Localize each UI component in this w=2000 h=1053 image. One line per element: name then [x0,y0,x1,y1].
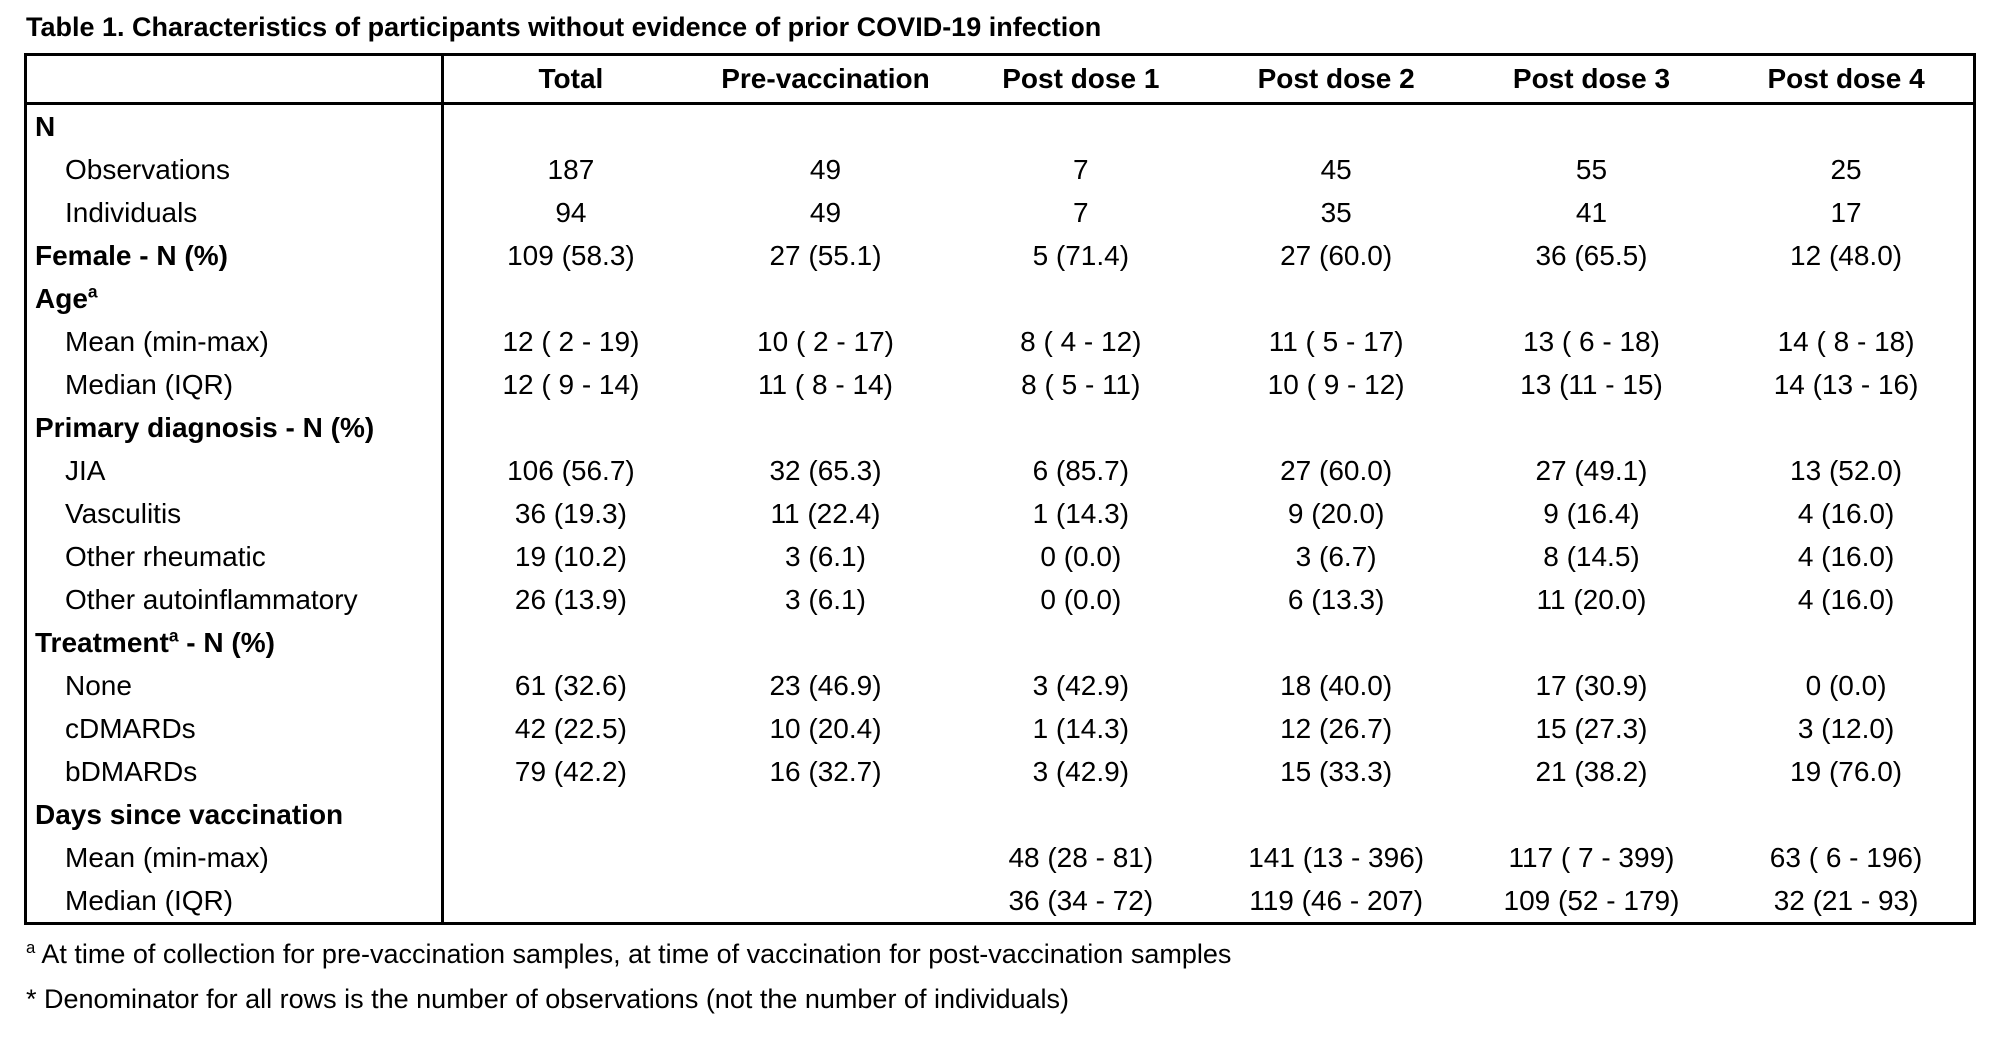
cell-value: 23 (46.9) [769,669,882,701]
cell-value: 12 ( 2 - 19) [502,325,640,357]
cell-value: 36 (34 - 72) [1008,884,1154,916]
cell-value: 4 (16.0) [1797,583,1895,615]
cell-value [1464,621,1719,664]
row-label [26,879,443,924]
cell-value [1208,277,1463,320]
row-label-text: Other rheumatic [65,540,266,572]
cell-value: 48 (28 - 81) [1008,841,1154,873]
cell-value [953,406,1208,449]
row-label [26,406,443,449]
row-label [26,148,443,191]
cell-value: 61 (32.6) [514,669,627,701]
cell-value: 6 (85.7) [1032,454,1130,486]
cell-value [1208,104,1463,149]
cell-value: 15 (33.3) [1280,755,1393,787]
table-row [26,191,1975,234]
table-row [26,406,1975,449]
footnote-a-marker: a [26,938,36,957]
cell-value: 11 (20.0) [1536,583,1647,615]
footnote-asterisk-marker: * [26,984,37,1014]
footnote-a [26,939,1976,970]
cell-value [1464,104,1719,149]
cell-value [443,406,698,449]
cell-value [1719,621,1974,664]
footnotes [26,939,1976,1015]
cell-value: 42 (22.5) [514,712,627,744]
cell-value: 3 (42.9) [1032,669,1130,701]
row-label [26,234,443,277]
cell-value: 1 (14.3) [1032,497,1130,529]
table-row [26,707,1975,750]
cell-value: 19 (10.2) [514,540,627,572]
row-label [26,621,443,664]
cell-value [698,277,953,320]
cell-value [1719,793,1974,836]
table-row [26,492,1975,535]
table-row [26,793,1975,836]
footnote-asterisk [26,984,1976,1015]
row-label [26,449,443,492]
cell-value: 13 (52.0) [1790,454,1903,486]
cell-value: 27 (55.1) [769,239,882,271]
cell-value [1208,621,1463,664]
table-row [26,836,1975,879]
cell-value: 8 ( 4 - 12) [1020,325,1142,357]
table-title: Table 1. Characteristics of participants without evidence of prior COVID-19 infection [26,12,1102,42]
cell-value [443,104,698,149]
characteristics-table [24,53,1976,925]
cell-value: 3 (42.9) [1032,755,1130,787]
cell-value: 41 [1575,196,1608,228]
cell-value: 79 (42.2) [514,755,627,787]
cell-value: 32 (65.3) [769,454,882,486]
table-row [26,320,1975,363]
cell-value: 8 (14.5) [1543,540,1640,572]
cell-value: 10 (20.4) [769,712,882,744]
cell-value: 17 (30.9) [1535,669,1648,701]
cell-value: 16 (32.7) [769,755,882,787]
cell-value: 94 [555,196,587,228]
column-header-total: Total [443,55,698,104]
row-label-text: Vasculitis [65,497,182,529]
cell-value [443,879,698,924]
row-label-superscript: a [87,281,98,302]
table-row [26,578,1975,621]
table-row [26,277,1975,320]
cell-value [698,836,953,879]
cell-value: 117 ( 7 - 399) [1508,841,1675,873]
row-label [26,363,443,406]
cell-value: 36 (19.3) [514,497,627,529]
cell-value [698,621,953,664]
cell-value: 12 ( 9 - 14) [502,368,640,400]
cell-value [698,793,953,836]
cell-value: 19 (76.0) [1790,755,1903,787]
cell-value: 32 (21 - 93) [1773,884,1919,916]
table-row [26,664,1975,707]
cell-value: 26 (13.9) [514,583,627,615]
cell-value: 63 ( 6 - 196) [1769,841,1923,873]
cell-value: 36 (65.5) [1535,239,1648,271]
table-row [26,363,1975,406]
row-label [26,320,443,363]
row-label-text: Mean (min-max) [65,841,269,873]
table-row [26,535,1975,578]
row-label-text: JIA [65,454,106,486]
cell-value: 3 (6.7) [1295,540,1377,572]
cell-value: 3 (6.1) [785,583,866,615]
cell-value: 119 (46 - 207) [1249,884,1424,916]
cell-value: 14 ( 8 - 18) [1777,325,1915,357]
column-header-post-dose-4: Post dose 4 [1719,55,1974,104]
cell-value: 35 [1320,196,1352,228]
header-row [26,55,1975,104]
table-row [26,449,1975,492]
cell-value: 5 (71.4) [1032,239,1130,271]
cell-value: 0 (0.0) [1040,540,1122,572]
column-header-post-dose-3: Post dose 3 [1464,55,1719,104]
row-label-text: Other autoinflammatory [65,583,358,615]
cell-value: 49 [809,196,842,228]
table-row [26,148,1975,191]
cell-value [443,277,698,320]
cell-value [1464,793,1719,836]
cell-value: 27 (60.0) [1280,239,1393,271]
row-label [26,578,443,621]
cell-value [953,104,1208,149]
cell-value: 21 (38.2) [1535,755,1648,787]
cell-value [443,793,698,836]
column-header-empty [26,55,443,104]
cell-value: 0 (0.0) [1805,669,1887,701]
cell-value [1719,277,1974,320]
cell-value [1719,406,1974,449]
table-row [26,234,1975,277]
cell-value: 109 (58.3) [507,239,635,271]
cell-value: 12 (48.0) [1790,239,1903,271]
cell-value: 187 [547,153,595,185]
cell-value: 9 (20.0) [1287,497,1385,529]
cell-value: 27 (60.0) [1280,454,1393,486]
cell-value: 109 (52 - 179) [1503,884,1680,916]
footnote-a-text: At time of collection for pre-vaccination samples, at time of vaccination for post-vaccination samples [35,939,1232,969]
cell-value: 18 (40.0) [1280,669,1393,701]
cell-value: 3 (12.0) [1797,712,1895,744]
row-label [26,492,443,535]
cell-value: 9 (16.4) [1543,497,1640,529]
table-row [26,621,1975,664]
cell-value: 11 ( 8 - 14) [758,368,893,400]
cell-value [953,621,1208,664]
row-label [26,191,443,234]
cell-value [443,621,698,664]
row-label-text: Age [35,282,88,314]
row-label [26,836,443,879]
row-label [26,750,443,793]
row-label-text: cDMARDs [65,712,196,744]
row-label-suffix: - N (%) [178,626,275,658]
cell-value: 11 ( 5 - 17) [1268,325,1404,357]
cell-value: 49 [809,153,842,185]
table-row [26,750,1975,793]
cell-value: 17 [1830,196,1862,228]
cell-value: 14 (13 - 16) [1773,368,1919,400]
row-label-text: Female - N (%) [35,239,228,271]
cell-value [953,793,1208,836]
row-label [26,793,443,836]
cell-value [1719,104,1974,149]
cell-value: 27 (49.1) [1535,454,1648,486]
cell-value: 4 (16.0) [1797,497,1895,529]
cell-value [1464,406,1719,449]
row-label-text: bDMARDs [65,755,198,787]
footnote-asterisk-text: Denominator for all rows is the number of observations (not the number of individuals) [36,984,1070,1014]
cell-value [1208,793,1463,836]
cell-value: 15 (27.3) [1535,712,1648,744]
column-header-post-dose-1: Post dose 1 [953,55,1208,104]
cell-value [953,277,1208,320]
row-label [26,535,443,578]
cell-value: 0 (0.0) [1040,583,1122,615]
cell-value: 25 [1830,153,1862,185]
cell-value: 55 [1575,153,1608,185]
cell-value [443,836,698,879]
cell-value: 10 ( 9 - 12) [1267,368,1405,400]
row-label-text: Treatment [35,626,169,658]
cell-value: 141 (13 - 396) [1248,841,1425,873]
cell-value: 4 (16.0) [1797,540,1895,572]
cell-value [1464,277,1719,320]
cell-value [1208,406,1463,449]
row-label-text: Individuals [65,196,198,228]
row-label-text: N [35,110,56,142]
cell-value: 1 (14.3) [1032,712,1130,744]
cell-value: 8 ( 5 - 11) [1021,368,1141,400]
cell-value [698,879,953,924]
column-header-pre-vaccination: Pre-vaccination [698,55,953,104]
row-label-superscript: a [168,625,179,646]
cell-value: 11 (22.4) [770,497,881,529]
cell-value: 10 ( 2 - 17) [757,325,894,357]
row-label-text: Days since vaccination [35,798,344,830]
row-label-text: Median (IQR) [65,884,234,916]
row-label-text: Median (IQR) [65,368,234,400]
table-row [26,104,1975,149]
cell-value: 7 [1073,196,1089,228]
row-label-text: Mean (min-max) [65,325,269,357]
cell-value [698,406,953,449]
row-label [26,664,443,707]
cell-value: 7 [1073,153,1089,185]
row-label [26,104,443,149]
row-label-text: Primary diagnosis - N (%) [35,411,375,443]
cell-value: 13 ( 6 - 18) [1523,325,1660,357]
table-row [26,879,1975,924]
cell-value: 3 (6.1) [785,540,866,572]
cell-value: 6 (13.3) [1287,583,1385,615]
cell-value [698,104,953,149]
cell-value: 13 (11 - 15) [1520,368,1663,400]
row-label-text: None [65,669,132,701]
column-header-post-dose-2: Post dose 2 [1208,55,1463,104]
cell-value: 45 [1320,153,1352,185]
cell-value: 12 (26.7) [1280,712,1393,744]
row-label-text: Observations [65,153,230,185]
cell-value: 106 (56.7) [507,454,635,486]
row-label [26,277,443,320]
row-label [26,707,443,750]
